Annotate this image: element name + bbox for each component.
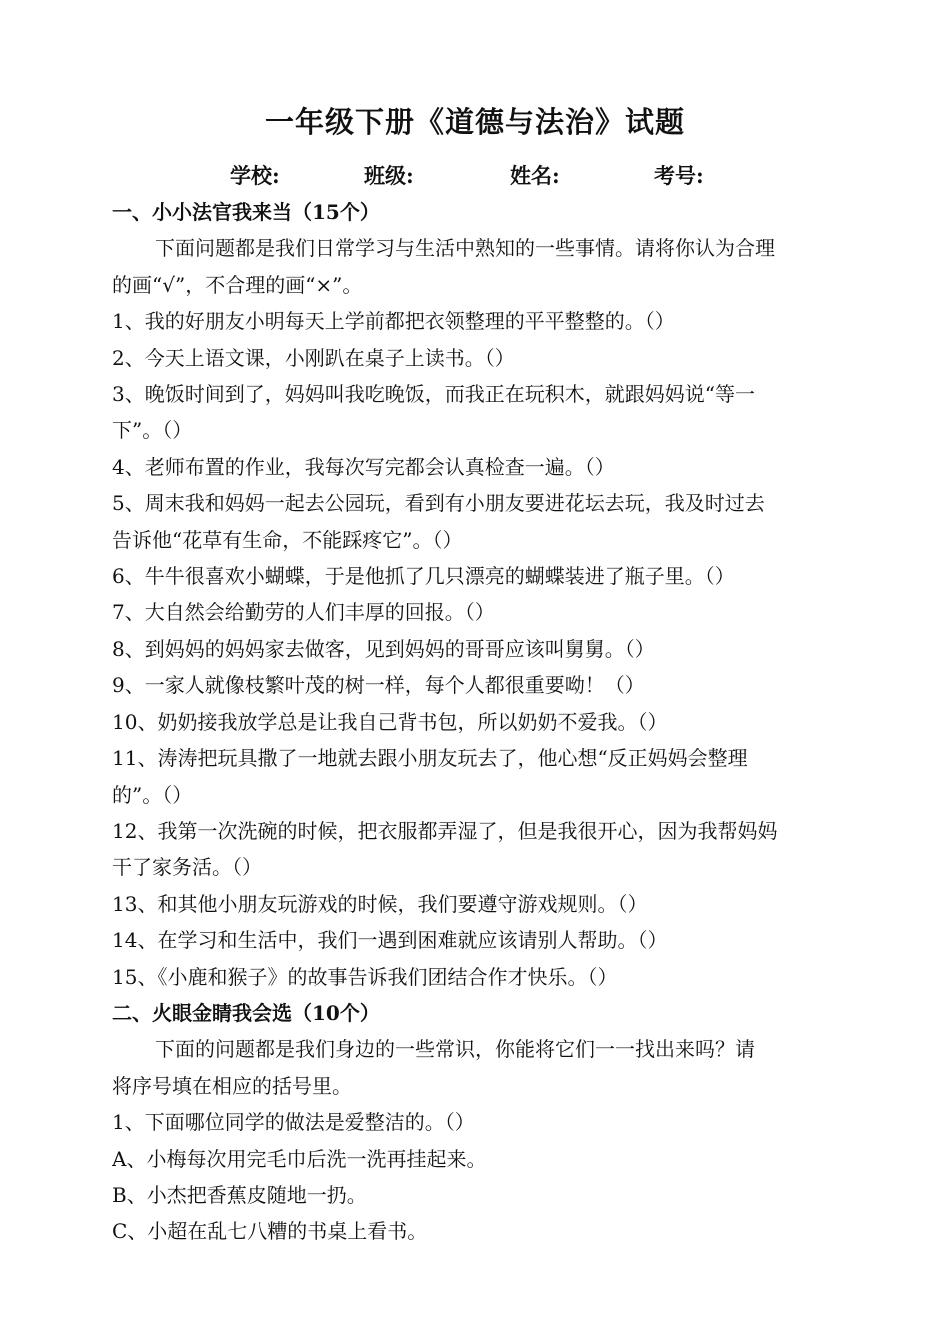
question-line: 15、《小鹿和猴子》的故事告诉我们团结合作才快乐。（） [112,964,618,989]
section-1-instructions-cont: 的画“√”，不合理的画“×”。 [112,272,363,297]
section-2-instructions-cont: 将序号填在相应的括号里。 [112,1073,352,1098]
question-line: 2、今天上语文课，小刚趴在桌子上读书。（） [112,345,515,370]
question-line: 1、下面哪位同学的做法是爱整洁的。（） [112,1110,475,1135]
question-line: 14、在学习和生活中，我们一遇到困难就应该请别人帮助。（） [112,928,668,953]
section-1-heading: 一、小小法官我来当（15个） [112,200,380,224]
section-2-heading: 二、火眼金睛我会选（10个） [112,1000,380,1025]
question-line: 9、一家人就像枝繁叶茂的树一样，每个人都很重要呦！（） [112,673,645,698]
school-label: 学校: [230,163,280,188]
section-1-instructions: 下面问题都是我们日常学习与生活中熟知的一些事情。请将你认为合理 [155,236,775,261]
question-line: 11、涛涛把玩具撒了一地就去跟小朋友玩去了，他心想“反正妈妈会整理 [112,746,748,771]
page-title: 一年级下册《道德与法治》试题 [264,105,685,139]
question-line: 7、大自然会给勤劳的人们丰厚的回报。（） [112,600,495,625]
question-line: 告诉他“花草有生命，不能踩疼它”。（） [112,527,463,552]
answer-option: C、小超在乱七八糟的书桌上看书。 [112,1219,428,1244]
question-line: 的”。（） [112,782,193,807]
question-line: 干了家务活。（） [112,855,262,880]
question-line: 5、周末我和妈妈一起去公园玩，看到有小朋友要进花坛去玩，我及时过去 [112,491,765,516]
question-line: 4、老师布置的作业，我每次写完都会认真检查一遍。（） [112,454,615,479]
answer-option: B、小杰把香蕉皮随地一扔。 [112,1182,367,1207]
question-line: 6、牛牛很喜欢小蝴蝶，于是他抓了几只漂亮的蝴蝶装进了瓶子里。（） [112,564,735,589]
class-label: 班级: [364,163,414,188]
question-line: 13、和其他小朋友玩游戏的时候，我们要遵守游戏规则。（） [112,891,648,916]
exam-content [112,194,844,1250]
question-line: 12、我第一次洗碗的时候，把衣服都弄湿了，但是我很开心，因为我帮妈妈 [112,818,778,843]
student-info-row [0,158,950,194]
section-2-instructions: 下面的问题都是我们身边的一些常识，你能将它们一一找出来吗？请 [155,1037,755,1062]
question-line: 10、奶奶接我放学总是让我自己背书包，所以奶奶不爱我。（） [112,709,668,734]
question-line: 3、晚饭时间到了，妈妈叫我吃晚饭，而我正在玩积木，就跟妈妈说“等一 [112,382,755,407]
question-line: 下”。（） [112,418,193,443]
answer-option: A、小梅每次用完毛巾后洗一洗再挂起来。 [112,1146,487,1171]
question-line: 1、我的好朋友小明每天上学前都把衣领整理的平平整整的。（） [112,309,675,334]
question-line: 8、到妈妈的妈妈家去做客，见到妈妈的哥哥应该叫舅舅。（） [112,636,655,661]
exam-number-label: 考号: [654,163,704,188]
name-label: 姓名: [510,163,560,188]
